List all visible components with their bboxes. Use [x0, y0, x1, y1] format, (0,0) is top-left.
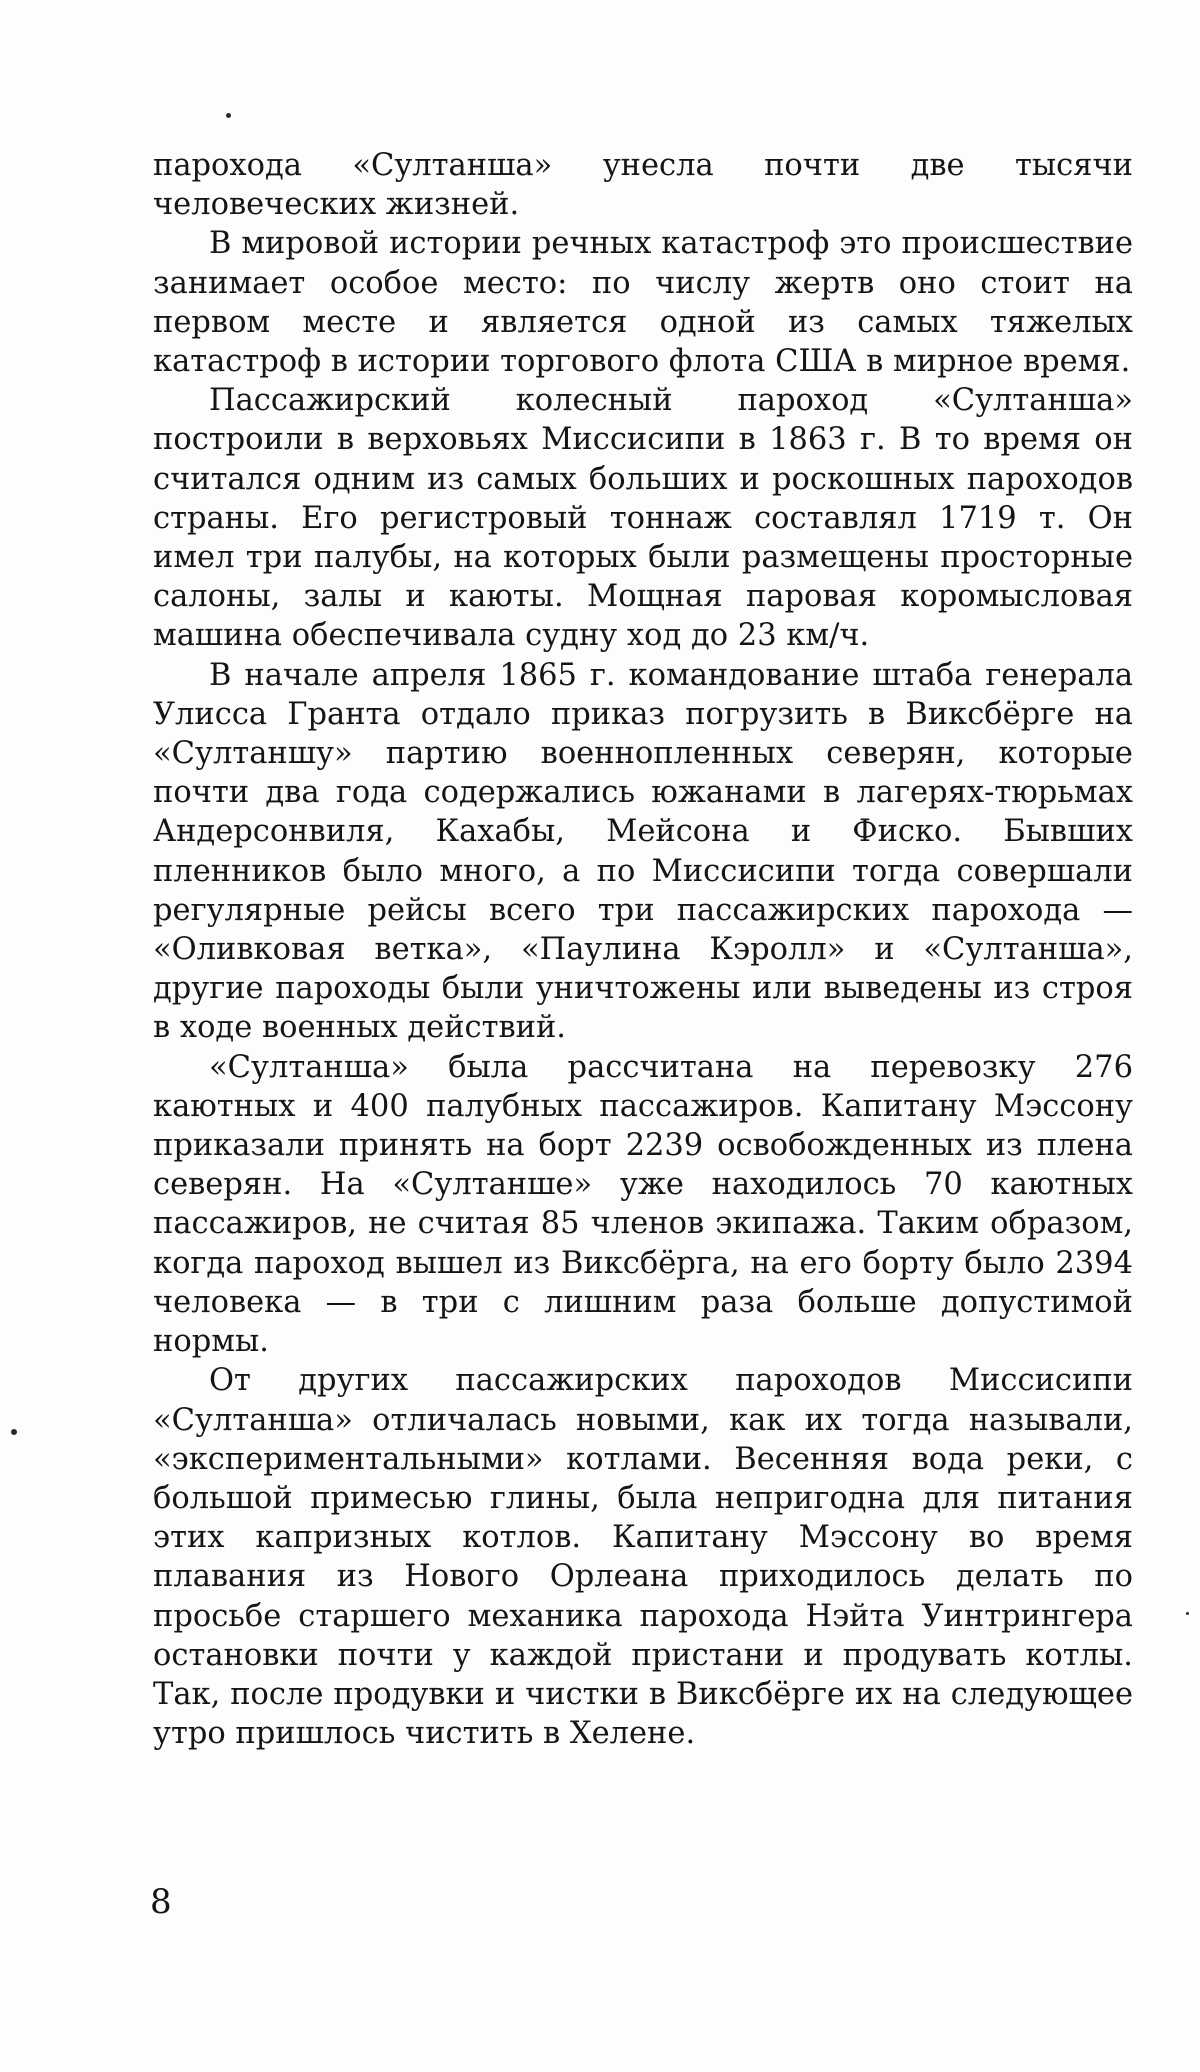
paragraph-3: Пассажирский колесный пароход «Султанша» построили в верховьях Миссисипи в 1863 г. В то время он считался одним из самых больших и роскошных пароходов страны. Его регистровый тоннаж составлял 1719 т. Он имел три палубы, на которых были размещены просторные салоны, залы и каюты. Мощная паровая коромысловая машина обеспечивала судну ход до 23 км/ч.	[153, 383, 1133, 654]
paragraph-1: парохода «Султанша» унесла почти две тысячи человеческих жизней.	[153, 148, 1133, 223]
print-speck	[1186, 1612, 1189, 1615]
paragraph-2: В мировой истории речных катастроф это происшествие занимает особое место: по числу жертв оно стоит на первом месте и является одной из самых тяжелых катастроф в истории торгового флота США в мирное время.	[153, 226, 1133, 380]
print-speck	[226, 113, 231, 118]
print-speck	[11, 1429, 17, 1435]
paragraph-4: В начале апреля 1865 г. командование штаба генерала Улисса Гранта отдало приказ погрузить в Виксбёрге на «Султаншу» партию военнопленных северян, которые почти два года содержались южанами в лагерях-тюрьмах Андерсонвиля, Кахабы, Мейсона и Фиско. Бывших пленников было много, а по Миссисипи тогда совершали регулярные рейсы всего три пассажирских парохода — «Оливковая ветка», «Паулина Кэролл» и «Султанша», другие пароходы были уничтожены или выведены из строя в ходе военных действий.	[153, 657, 1133, 1046]
paragraph-5: «Султанша» была рассчитана на перевозку 276 каютных и 400 палубных пассажиров. Капитану Мэссону приказали принять на борт 2239 освобожденных из плена северян. На «Султанше» уже находилось 70 каютных пассажиров, не считая 85 членов экипажа. Таким образом, когда пароход вышел из Виксбёрга, на его борту было 2394 человека — в три с лишним раза больше допустимой нормы.	[153, 1049, 1133, 1360]
page-number: 8	[150, 1882, 172, 1922]
paragraph-6: От других пассажирских пароходов Миссисипи «Султанша» отличалась новыми, как их тогда называли, «экспериментальными» котлами. Весенняя вода реки, с большой примесью глины, была непригодна для питания этих капризных котлов. Капитану Мэссону во время плавания из Нового Орлеана приходилось делать по просьбе старшего механика парохода Нэйта Уинтрингера остановки почти у каждой пристани и продувать котлы. Так, после продувки и чистки в Виксбёрге их на следующее утро пришлось чистить в Хелене.	[153, 1363, 1133, 1752]
body-text	[153, 146, 1133, 1753]
